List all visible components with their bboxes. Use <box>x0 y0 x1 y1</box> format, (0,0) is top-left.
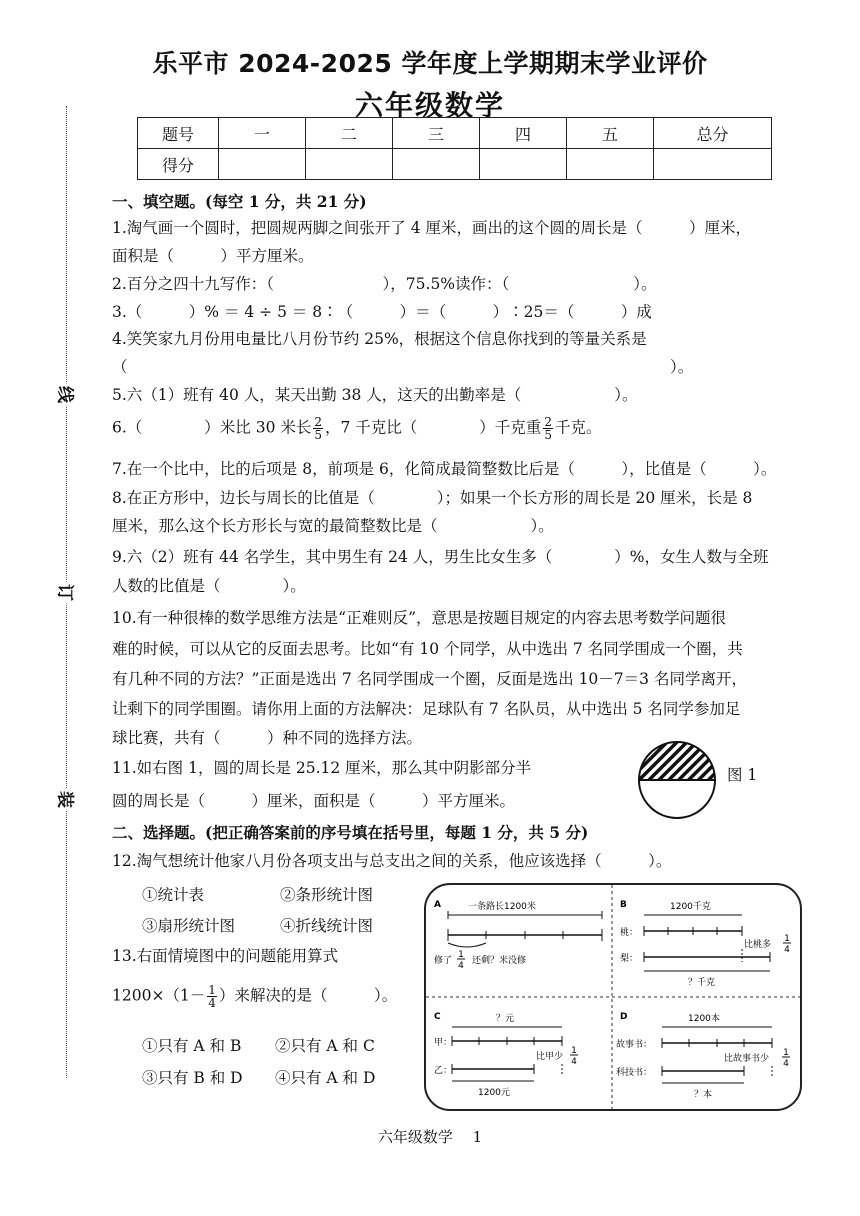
score-table-header-row <box>138 118 772 149</box>
header-cell: 三 <box>393 118 480 149</box>
score-table <box>137 117 772 180</box>
panel-b <box>620 900 791 988</box>
q12-option: ③扇形统计图 <box>142 917 236 935</box>
panel-note: 比甲少 <box>536 1052 564 1062</box>
section1-title: 一、填空题。(每空 1 分，共 21 分) <box>112 192 367 211</box>
fraction-numerator: 1 <box>783 1048 789 1058</box>
binding-mark: 线 <box>55 384 80 406</box>
panel-top-label: 1200本 <box>688 1014 720 1024</box>
q13-option: ②只有 A 和 C <box>275 1037 375 1055</box>
q13-option: ④只有 A 和 D <box>275 1069 376 1087</box>
panel-note: 还剩？米没修 <box>472 956 527 966</box>
header-cell: 四 <box>480 118 567 149</box>
fraction-numerator: 1 <box>208 983 216 997</box>
fraction-numerator: 2 <box>314 415 323 429</box>
panel-bottom-label: 1200元 <box>478 1088 510 1098</box>
panel-c <box>434 1012 578 1098</box>
q6-part: 6.（ ）米比 30 米长 <box>112 418 312 437</box>
header-cell: 总分 <box>654 118 772 149</box>
fraction-denominator: 4 <box>783 1059 789 1069</box>
question-line: 1.淘气画一个圆时，把圆规两脚之间张开了 4 厘米，画出的这个圆的周长是（ ）厘米， <box>112 219 752 237</box>
question-line: 3.（ ）% ＝ 4 ÷ 5 ＝ 8∶（ ）＝（ ）∶25＝（ ）成 <box>112 303 652 321</box>
q6-part: 千克。 <box>554 418 602 437</box>
fraction-denominator: 4 <box>784 945 790 955</box>
header-cell: 一 <box>219 118 306 149</box>
header-cell: 二 <box>306 118 393 149</box>
question-line: 7.在一个比中，比的后项是 8，前项是 6，化简成最简整数比后是（ ），比值是（ ）。 <box>112 460 777 478</box>
q12-option: ④折线统计图 <box>280 917 374 935</box>
header-cell: 题号 <box>138 118 219 149</box>
score-cell[interactable] <box>306 149 393 180</box>
question-line: 12.淘气想统计他家八月份各项支出与总支出之间的关系，他应该选择（ ）。 <box>112 852 672 870</box>
row-label: 乙： <box>434 1066 453 1076</box>
score-cell[interactable] <box>393 149 480 180</box>
row-label: 故事书： <box>616 1040 653 1050</box>
fraction-denominator: 4 <box>208 996 216 1010</box>
question-line: 2.百分之四十九写作：（ ），75.5%读作：（ ）。 <box>112 275 657 293</box>
fraction-numerator: 1 <box>571 1046 577 1056</box>
score-cell[interactable] <box>219 149 306 180</box>
score-row-label: 得分 <box>138 149 219 180</box>
question-line: （ ）。 <box>112 358 694 376</box>
question-line: 人数的比值是（ ）。 <box>112 577 306 595</box>
question-line-q13-expression <box>112 984 397 1009</box>
fraction-denominator: 5 <box>314 428 323 442</box>
question-line: 11.如右图 1，圆的周长是 25.12 厘米，那么其中阴影部分半 <box>112 759 532 777</box>
q13-option: ①只有 A 和 B <box>142 1037 242 1055</box>
question-line: 圆的周长是（ ）厘米，面积是（ ）平方厘米。 <box>112 792 516 810</box>
panel-top-label: 一条路长1200米 <box>468 902 536 912</box>
scene-diagram <box>424 883 802 1111</box>
fraction-denominator: 4 <box>458 961 464 971</box>
score-cell[interactable] <box>654 149 772 180</box>
question-line: 让剩下的同学围圈。请你用上面的方法解决：足球队有 7 名队员，从中选出 5 名同学参加足 <box>112 700 741 718</box>
figure1-label: 图 1 <box>727 766 758 784</box>
binding-mark: 装 <box>55 789 80 811</box>
q12-option: ②条形统计图 <box>280 886 374 904</box>
panel-note: 修了 <box>434 956 453 966</box>
header-cell: 五 <box>567 118 654 149</box>
row-label: 科技书： <box>616 1068 653 1078</box>
question-line-q6 <box>112 416 601 441</box>
question-line: 有几种不同的方法？”正面是选出 7 名同学围成一个圈，反面是选出 10－7＝3 名同学离开， <box>112 670 747 688</box>
panel-note: 比桃多 <box>744 940 772 950</box>
score-table-score-row <box>138 149 772 180</box>
question-line: 难的时候，可以从它的反面去思考。比如“有 10 个同学，从中选出 7 名同学围成一个圈，共 <box>112 640 743 658</box>
fraction <box>313 416 323 441</box>
fraction <box>207 984 217 1009</box>
panel-bottom-label: ？千克 <box>688 978 716 988</box>
q13-expr-part: 1200×（1－ <box>112 986 206 1005</box>
panel-top-label: ？元 <box>496 1014 515 1024</box>
fraction-numerator: 2 <box>544 415 552 429</box>
panel-a <box>434 900 602 971</box>
fraction <box>543 416 553 441</box>
score-cell[interactable] <box>567 149 654 180</box>
question-line: 5.六（1）班有 40 人，某天出勤 38 人，这天的出勤率是（ ）。 <box>112 386 638 404</box>
panel-note: 比故事书少 <box>724 1054 770 1064</box>
q13-expr-part: ）来解决的是（ ）。 <box>218 986 398 1005</box>
fraction-numerator: 1 <box>458 950 464 960</box>
row-label: 梨： <box>620 954 639 964</box>
q13-option: ③只有 B 和 D <box>142 1069 243 1087</box>
question-line: 8.在正方形中，边长与周长的比值是（ ）；如果一个长方形的周长是 20 厘米，长是 8 <box>112 489 753 507</box>
row-label: 桃： <box>620 928 639 938</box>
question-line: 10.有一种很棒的数学思维方法是“正难则反”，意思是按题目规定的内容去思考数学问题很 <box>112 609 727 627</box>
page-footer: 六年级数学 1 <box>377 1128 483 1146</box>
panel-letter: A <box>434 900 441 910</box>
fraction-denominator: 4 <box>571 1057 577 1067</box>
binding-mark: 订 <box>55 582 80 604</box>
question-line: 球比赛，共有（ ）种不同的选择方法。 <box>112 729 423 747</box>
panel-letter: C <box>434 1012 441 1022</box>
q12-option: ①统计表 <box>142 886 205 904</box>
question-line: 面积是（ ）平方厘米。 <box>112 247 314 265</box>
section2-title: 二、选择题。(把正确答案前的序号填在括号里，每题 1 分，共 5 分) <box>112 823 589 842</box>
panel-letter: B <box>620 900 627 910</box>
row-label: 甲： <box>434 1038 453 1048</box>
score-cell[interactable] <box>480 149 567 180</box>
question-line: 厘米，那么这个长方形长与宽的最简整数比是（ ）。 <box>112 517 554 535</box>
q6-part: ，7 千克比（ ）千克重 <box>325 418 542 437</box>
scene-svg <box>426 885 800 1109</box>
panel-top-label: 1200千克 <box>670 902 711 912</box>
exam-title: 乐平市 2024-2025 学年度上学期期末学业评价 <box>152 49 708 78</box>
brace-lower <box>448 943 486 947</box>
exam-subtitle: 六年级数学 <box>354 89 505 122</box>
panel-letter: D <box>620 1012 628 1022</box>
panel-bottom-label: ？本 <box>694 1090 713 1100</box>
fraction-denominator: 5 <box>544 428 552 442</box>
panel-d <box>616 1012 790 1100</box>
question-line: 9.六（2）班有 44 名学生，其中男生有 24 人，男生比女生多（ ）%，女生人数与全班 <box>112 548 769 566</box>
question-line: 4.笑笑家九月份用电量比八月份节约 25%，根据这个信息你找到的等量关系是 <box>112 330 647 348</box>
fraction-numerator: 1 <box>784 934 790 944</box>
question-line: 13.右面情境图中的问题能用算式 <box>112 947 339 965</box>
